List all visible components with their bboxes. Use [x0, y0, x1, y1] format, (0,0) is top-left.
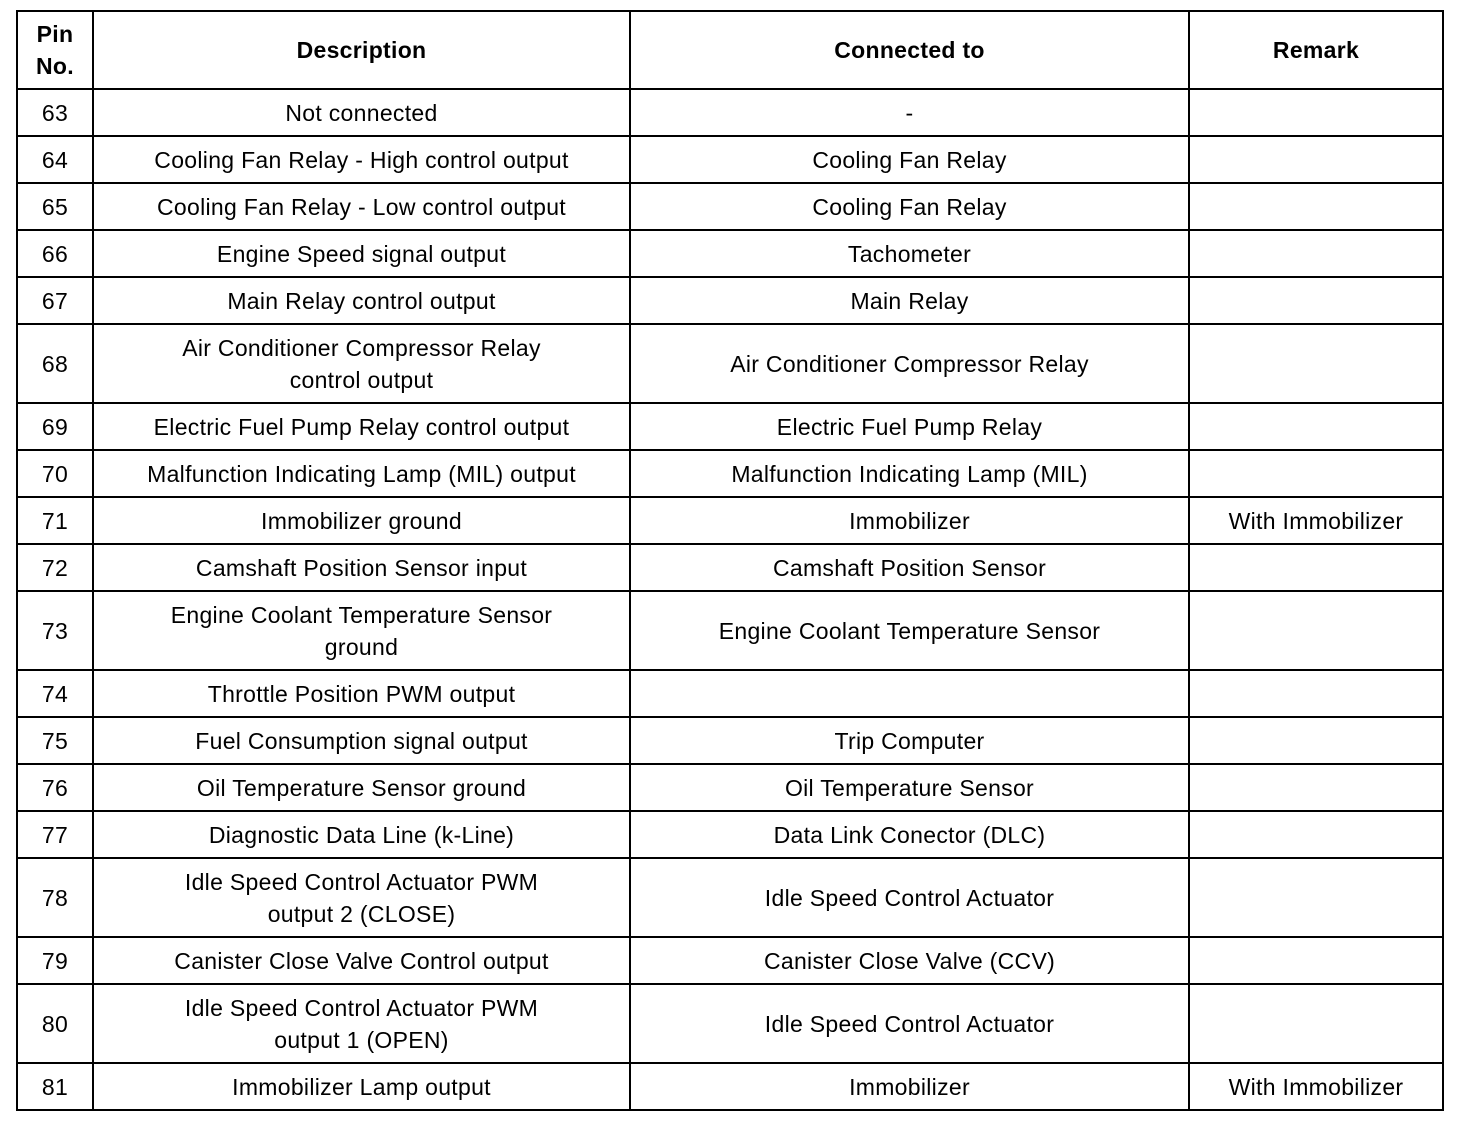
- cell-connected-to: Main Relay: [630, 277, 1189, 324]
- cell-connected-to: Oil Temperature Sensor: [630, 764, 1189, 811]
- description-line2: ground: [324, 633, 399, 660]
- cell-remark: [1189, 937, 1443, 984]
- cell-pin: 66: [17, 230, 93, 277]
- cell-remark: [1189, 858, 1443, 937]
- table-row: [17, 717, 1443, 764]
- table-row: [17, 403, 1443, 450]
- cell-pin: 68: [17, 324, 93, 403]
- header-remark: Remark: [1189, 11, 1443, 89]
- cell-description: Cooling Fan Relay - High control output: [93, 136, 630, 183]
- table-row: [17, 230, 1443, 277]
- cell-pin: 71: [17, 497, 93, 544]
- cell-remark: [1189, 591, 1443, 670]
- cell-description: Camshaft Position Sensor input: [93, 544, 630, 591]
- cell-connected-to: Air Conditioner Compressor Relay: [630, 324, 1189, 403]
- cell-remark: [1189, 403, 1443, 450]
- table-row: [17, 591, 1443, 670]
- cell-remark: [1189, 89, 1443, 136]
- header-pin-line2: No.: [36, 53, 74, 79]
- table-header-row: [17, 11, 1443, 89]
- cell-connected-to: Camshaft Position Sensor: [630, 544, 1189, 591]
- cell-connected-to: Immobilizer: [630, 1063, 1189, 1110]
- cell-connected-to: Electric Fuel Pump Relay: [630, 403, 1189, 450]
- table-row: [17, 136, 1443, 183]
- table-row: [17, 324, 1443, 403]
- cell-description: Diagnostic Data Line (k-Line): [93, 811, 630, 858]
- table-row: [17, 937, 1443, 984]
- cell-pin: 69: [17, 403, 93, 450]
- description-line1: Engine Coolant Temperature Sensor: [170, 601, 553, 628]
- cell-description: [93, 591, 630, 670]
- cell-remark: [1189, 670, 1443, 717]
- table-row: [17, 277, 1443, 324]
- cell-pin: 76: [17, 764, 93, 811]
- cell-pin: 81: [17, 1063, 93, 1110]
- cell-pin: 74: [17, 670, 93, 717]
- cell-connected-to: Tachometer: [630, 230, 1189, 277]
- cell-description: [93, 858, 630, 937]
- cell-description: Throttle Position PWM output: [93, 670, 630, 717]
- table-row: [17, 858, 1443, 937]
- table-row: [17, 764, 1443, 811]
- cell-remark: [1189, 764, 1443, 811]
- cell-remark: [1189, 544, 1443, 591]
- description-line2: output 2 (CLOSE): [267, 900, 456, 927]
- cell-remark: With Immobilizer: [1189, 497, 1443, 544]
- cell-connected-to: Trip Computer: [630, 717, 1189, 764]
- cell-connected-to: [630, 670, 1189, 717]
- cell-connected-to: Idle Speed Control Actuator: [630, 858, 1189, 937]
- cell-description: Canister Close Valve Control output: [93, 937, 630, 984]
- cell-description: Oil Temperature Sensor ground: [93, 764, 630, 811]
- table-row: [17, 984, 1443, 1063]
- header-pin-no: [17, 11, 93, 89]
- cell-description: Main Relay control output: [93, 277, 630, 324]
- cell-pin: 75: [17, 717, 93, 764]
- cell-description: Cooling Fan Relay - Low control output: [93, 183, 630, 230]
- cell-remark: [1189, 984, 1443, 1063]
- cell-connected-to: Cooling Fan Relay: [630, 183, 1189, 230]
- cell-pin: 67: [17, 277, 93, 324]
- cell-remark: [1189, 136, 1443, 183]
- cell-connected-to: -: [630, 89, 1189, 136]
- cell-description: Malfunction Indicating Lamp (MIL) output: [93, 450, 630, 497]
- cell-connected-to: Data Link Conector (DLC): [630, 811, 1189, 858]
- cell-description: Electric Fuel Pump Relay control output: [93, 403, 630, 450]
- table-row: [17, 183, 1443, 230]
- description-line1: Idle Speed Control Actuator PWM: [184, 868, 539, 895]
- cell-remark: With Immobilizer: [1189, 1063, 1443, 1110]
- table-row: [17, 811, 1443, 858]
- table-row: [17, 89, 1443, 136]
- cell-pin: 77: [17, 811, 93, 858]
- pin-table: [16, 10, 1444, 1111]
- cell-remark: [1189, 811, 1443, 858]
- header-description: Description: [93, 11, 630, 89]
- cell-pin: 73: [17, 591, 93, 670]
- cell-remark: [1189, 277, 1443, 324]
- table-row: [17, 670, 1443, 717]
- description-line1: Idle Speed Control Actuator PWM: [184, 994, 539, 1021]
- cell-pin: 65: [17, 183, 93, 230]
- cell-pin: 64: [17, 136, 93, 183]
- description-line2: output 1 (OPEN): [274, 1026, 449, 1053]
- cell-pin: 63: [17, 89, 93, 136]
- cell-remark: [1189, 230, 1443, 277]
- table-row: [17, 497, 1443, 544]
- cell-pin: 80: [17, 984, 93, 1063]
- table-row: [17, 1063, 1443, 1110]
- cell-description: Engine Speed signal output: [93, 230, 630, 277]
- table-row: [17, 544, 1443, 591]
- cell-connected-to: Engine Coolant Temperature Sensor: [630, 591, 1189, 670]
- cell-remark: [1189, 183, 1443, 230]
- cell-pin: 78: [17, 858, 93, 937]
- cell-pin: 79: [17, 937, 93, 984]
- cell-description: [93, 984, 630, 1063]
- header-pin-line1: Pin: [36, 21, 74, 47]
- description-line2: control output: [289, 366, 434, 393]
- cell-pin: 72: [17, 544, 93, 591]
- cell-connected-to: Cooling Fan Relay: [630, 136, 1189, 183]
- cell-connected-to: Idle Speed Control Actuator: [630, 984, 1189, 1063]
- cell-connected-to: Malfunction Indicating Lamp (MIL): [630, 450, 1189, 497]
- cell-remark: [1189, 717, 1443, 764]
- header-connected-to: Connected to: [630, 11, 1189, 89]
- cell-description: Immobilizer ground: [93, 497, 630, 544]
- cell-description: Fuel Consumption signal output: [93, 717, 630, 764]
- cell-connected-to: Canister Close Valve (CCV): [630, 937, 1189, 984]
- cell-connected-to: Immobilizer: [630, 497, 1189, 544]
- cell-description: [93, 324, 630, 403]
- description-line1: Air Conditioner Compressor Relay: [182, 334, 541, 361]
- cell-pin: 70: [17, 450, 93, 497]
- table-row: [17, 450, 1443, 497]
- cell-description: Immobilizer Lamp output: [93, 1063, 630, 1110]
- cell-remark: [1189, 324, 1443, 403]
- cell-description: Not connected: [93, 89, 630, 136]
- cell-remark: [1189, 450, 1443, 497]
